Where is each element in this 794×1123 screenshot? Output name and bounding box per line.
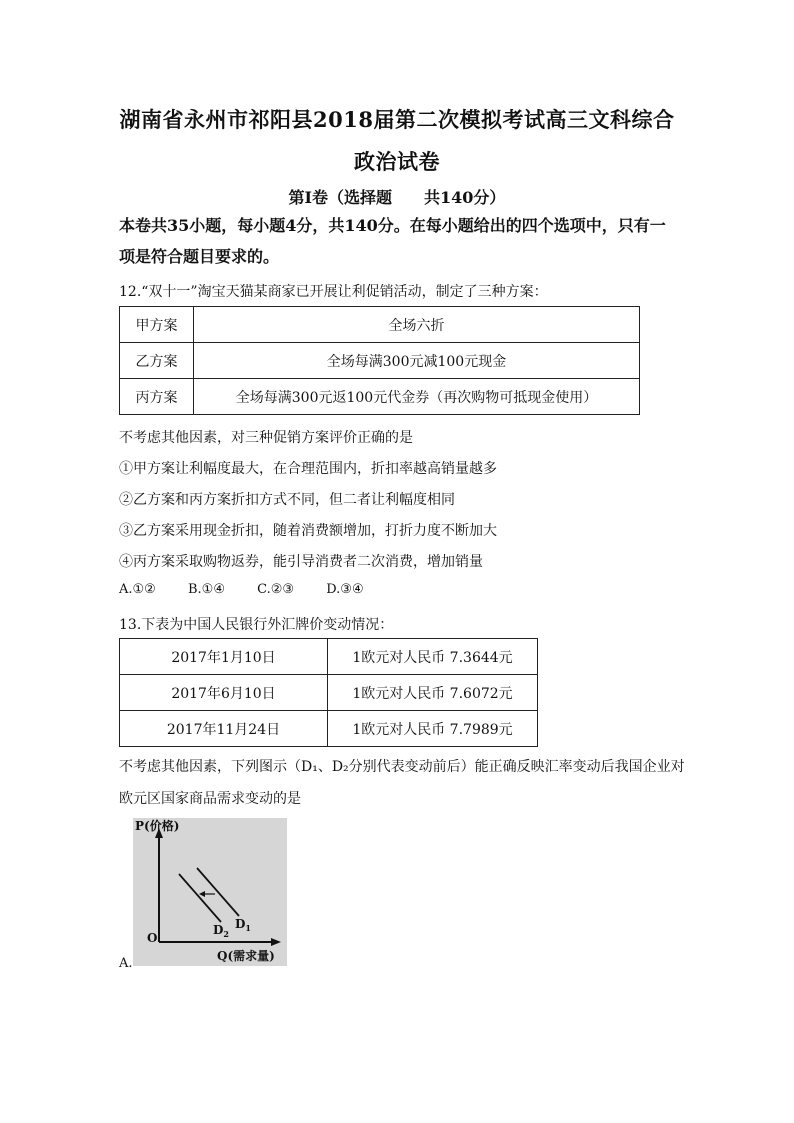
x-axis-arrow (271, 938, 281, 946)
table-row (120, 307, 640, 343)
shift-arrow-head (199, 891, 205, 897)
plan-content: 全场六折 (194, 307, 640, 343)
q12-question: 不考虑其他因素，对三种促销方案评价正确的是 (119, 430, 413, 446)
demand-curve-d2 (179, 874, 221, 922)
instructions-line2: 项是符合题目要求的。 (119, 247, 280, 266)
exam-title-line1: 湖南省永州市祁阳县2018届第二次模拟考试高三文科综合 (119, 107, 675, 132)
rate-date: 2017年11月24日 (120, 711, 328, 747)
rate-value: 1欧元对人民币 7.3644元 (328, 639, 538, 675)
rate-date: 2017年6月10日 (120, 675, 328, 711)
table-row (120, 675, 538, 711)
q13-question-line2: 欧元区国家商品需求变动的是 (119, 791, 301, 807)
plan-label: 丙方案 (120, 379, 194, 415)
table-row (120, 639, 538, 675)
exam-title-line2: 政治试卷 (354, 149, 440, 174)
origin-label: O (147, 931, 158, 945)
instructions-line1: 本卷共35小题，每小题4分，共140分。在每小题给出的四个选项中，只有一 (119, 216, 666, 235)
rate-date: 2017年1月10日 (120, 639, 328, 675)
q13-stem: 13.下表为中国人民银行外汇牌价变动情况： (119, 617, 394, 633)
demand-curve-graph (133, 818, 287, 966)
table-row (120, 379, 640, 415)
q12-statement-1: ①甲方案让利幅度最大，在合理范围内，折扣率越高销量越多 (119, 461, 497, 477)
option-b: B.①④ (187, 582, 225, 597)
option-c: C.②③ (257, 582, 295, 597)
q12-stem: 12.“双十一”淘宝天猫某商家已开展让利促销活动，制定了三种方案： (119, 284, 548, 300)
curve-label-d2-letter: D (213, 923, 224, 937)
curve-label-d1-letter: D (235, 917, 246, 931)
exchange-rate-table (119, 638, 538, 747)
q12-statement-3: ③乙方案采用现金折扣，随着消费额增加，打折力度不断加大 (119, 523, 497, 539)
demand-curve-figure-a (133, 818, 287, 966)
figure-a-option-label: A. (119, 956, 133, 971)
curve-label-d1 (235, 917, 251, 933)
curve-label-d2 (213, 923, 229, 939)
plan-label: 乙方案 (120, 343, 194, 379)
plan-content: 全场每满300元返100元代金券（再次购物可抵现金使用） (194, 379, 640, 415)
x-axis-label: Q(需求量) (217, 949, 275, 963)
q12-statement-2: ②乙方案和丙方案折扣方式不同，但二者让利幅度相同 (119, 492, 455, 508)
table-row (120, 711, 538, 747)
option-a: A.①② (119, 582, 156, 597)
y-axis-label: P(价格) (135, 819, 180, 833)
rate-value: 1欧元对人民币 7.6072元 (328, 675, 538, 711)
curve-label-d2-subscript: 2 (223, 929, 229, 939)
rate-value: 1欧元对人民币 7.7989元 (328, 711, 538, 747)
plan-content: 全场每满300元减100元现金 (194, 343, 640, 379)
plan-label: 甲方案 (120, 307, 194, 343)
curve-label-d1-subscript: 1 (245, 923, 251, 933)
q12-options (119, 582, 392, 597)
section-title: 第Ⅰ卷（选择题 共140分） (288, 188, 506, 207)
promotion-plans-table (119, 306, 640, 415)
table-row (120, 343, 640, 379)
q12-statement-4: ④丙方案采取购物返券，能引导消费者二次消费，增加销量 (119, 554, 483, 570)
q13-question-line1: 不考虑其他因素，下列图示（D₁、D₂分别代表变动前后）能正确反映汇率变动后我国企业对 (119, 759, 685, 775)
option-d: D.③④ (326, 582, 364, 597)
